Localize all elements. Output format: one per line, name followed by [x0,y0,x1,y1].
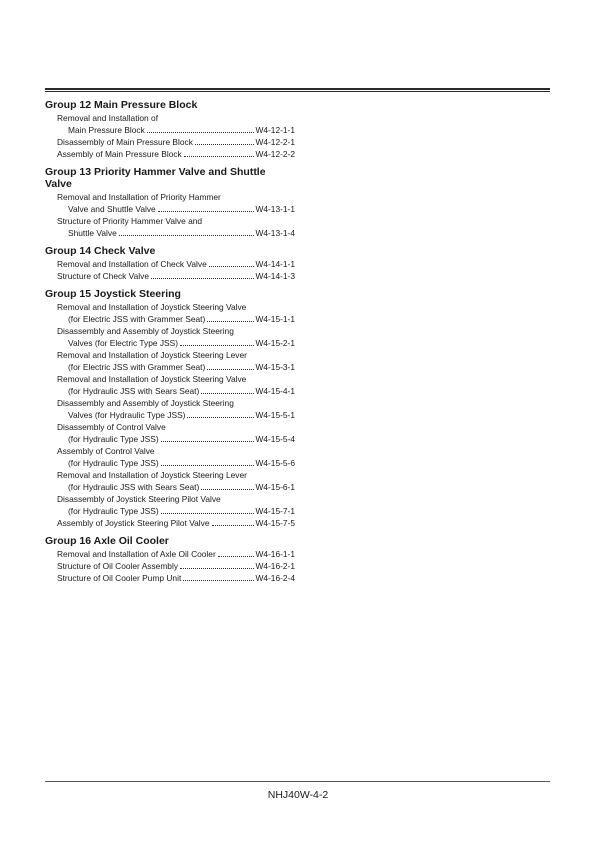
toc-group [45,99,295,160]
dot-leader [147,132,255,133]
toc-entry-line [45,397,295,409]
dot-leader [201,393,254,394]
entry-title: Removal and Installation of Priority Hammer [57,192,221,202]
dot-leader [151,278,254,279]
page-reference: W4-12-1-1 [255,125,295,135]
toc-entry[interactable] [45,325,295,349]
dot-leader [161,513,255,514]
dot-leader [183,580,254,581]
footer-rule [45,781,550,782]
group-title: Group 16 Axle Oil Cooler [45,535,169,547]
dot-leader [212,525,255,526]
page-reference: W4-15-6-1 [255,482,295,492]
toc-entry[interactable] [45,572,295,584]
toc-entry[interactable] [45,445,295,469]
page-reference: W4-12-2-2 [255,149,295,159]
dot-leader [201,489,254,490]
dot-leader [209,266,255,267]
entry-title: (for Hydraulic Type JSS) [68,434,159,444]
toc-entry-line [45,481,295,493]
toc-entry-line [45,409,295,421]
toc-entry-line [45,203,295,215]
entry-title: Removal and Installation of Joystick Steering Valve [57,302,247,312]
dot-leader [158,211,255,212]
dot-leader [161,441,255,442]
toc-entry-line [45,493,295,505]
entry-title: (for Electric JSS with Grammer Seat) [68,362,206,372]
entry-title: Assembly of Joystick Steering Pilot Valve [57,518,210,528]
dot-leader [195,144,255,145]
toc-entry-line [45,301,295,313]
toc-entry[interactable] [45,548,295,560]
toc-entry[interactable] [45,397,295,421]
table-of-contents [45,99,295,590]
page-reference: W4-15-1-1 [255,314,295,324]
dot-leader [207,321,254,322]
group-title: Group 12 Main Pressure Block [45,99,198,111]
toc-entry-line [45,136,295,148]
page-reference: W4-15-7-1 [255,506,295,516]
toc-entry-line [45,421,295,433]
toc-entry-line [45,337,295,349]
entry-title: Removal and Installation of Check Valve [57,259,207,269]
page-number: NHJ40W-4-2 [267,789,329,801]
entry-title: Assembly of Main Pressure Block [57,149,182,159]
toc-entry-line [45,148,295,160]
toc-entry[interactable] [45,148,295,160]
entry-title: Structure of Priority Hammer Valve and [57,216,203,226]
entry-title: Disassembly and Assembly of Joystick Steering [57,398,234,408]
toc-entry-line [45,457,295,469]
toc-entry-line [45,313,295,325]
toc-entry-line [45,270,295,282]
toc-group [45,288,295,529]
page-reference: W4-15-5-4 [255,434,295,444]
entry-title: Removal and Installation of Joystick Steering Valve [57,374,247,384]
toc-entry-line [45,445,295,457]
toc-entry[interactable] [45,136,295,148]
entry-title: Disassembly of Control Valve [57,422,166,432]
page-reference: W4-15-3-1 [255,362,295,372]
toc-entry[interactable] [45,560,295,572]
entry-title: Valves (for Electric Type JSS) [68,338,178,348]
page-reference: W4-15-2-1 [255,338,295,348]
dot-leader [180,345,254,346]
page-reference: W4-16-2-1 [255,561,295,571]
toc-entry[interactable] [45,373,295,397]
toc-entry-line [45,560,295,572]
toc-entry-line [45,227,295,239]
toc-entry[interactable] [45,517,295,529]
entry-title: Disassembly of Joystick Steering Pilot Valve [57,494,221,504]
toc-entry[interactable] [45,270,295,282]
toc-entry-line [45,112,295,124]
entry-title: Structure of Oil Cooler Assembly [57,561,179,571]
page-reference: W4-15-5-6 [255,458,295,468]
page-reference: W4-15-4-1 [255,386,295,396]
dot-leader [180,568,254,569]
header-rule-thick [45,88,550,90]
page-reference: W4-14-1-3 [255,271,295,281]
toc-entry-line [45,258,295,270]
dot-leader [161,465,255,466]
toc-entry[interactable] [45,493,295,517]
page-reference: W4-12-2-1 [255,137,295,147]
toc-entry-line [45,505,295,517]
dot-leader [119,235,255,236]
toc-entry-line [45,124,295,136]
entry-title: (for Hydraulic Type JSS) [68,458,159,468]
toc-entry-line [45,517,295,529]
page-reference: W4-15-5-1 [255,410,295,420]
entry-title: (for Hydraulic Type JSS) [68,506,159,516]
entry-title: Assembly of Control Valve [57,446,155,456]
page-reference: W4-13-1-4 [255,228,295,238]
entry-title: Removal and Installation of Joystick Steering Lever [57,470,247,480]
toc-entry-line [45,469,295,481]
toc-entry-line [45,349,295,361]
toc-entry[interactable] [45,112,295,136]
toc-entry-line [45,548,295,560]
header-rule-thin [45,91,550,92]
toc-group [45,166,295,239]
entry-title: Structure of Oil Cooler Pump Unit [57,573,182,583]
toc-entry-line [45,433,295,445]
group-title: Group 14 Check Valve [45,245,156,257]
entry-title: (for Hydraulic JSS with Sears Seat) [68,482,200,492]
page-reference: W4-15-7-5 [255,518,295,528]
entry-title: Structure of Check Valve [57,271,150,281]
toc-group [45,535,295,584]
toc-entry-line [45,191,295,203]
entry-title: Removal and Installation of Axle Oil Cooler [57,549,216,559]
entry-title: Disassembly of Main Pressure Block [57,137,193,147]
toc-entry-line [45,325,295,337]
entry-title: Removal and Installation of Joystick Steering Lever [57,350,247,360]
group-title: Group 13 Priority Hammer Valve and Shuttle Valve [45,166,266,190]
entry-title: Valves (for Hydraulic Type JSS) [68,410,186,420]
toc-entry-line [45,361,295,373]
toc-entry[interactable] [45,215,295,239]
entry-title: Shuttle Valve [68,228,117,238]
toc-entry[interactable] [45,258,295,270]
toc-entry[interactable] [45,469,295,493]
dot-leader [207,369,254,370]
toc-entry[interactable] [45,301,295,325]
entry-title: (for Hydraulic JSS with Sears Seat) [68,386,200,396]
page-reference: W4-14-1-1 [255,259,295,269]
toc-entry[interactable] [45,421,295,445]
page-reference: W4-16-1-1 [255,549,295,559]
entry-title: Valve and Shuttle Valve [68,204,156,214]
toc-entry-line [45,572,295,584]
page-reference: W4-16-2-4 [255,573,295,583]
dot-leader [187,417,254,418]
entry-title: Main Pressure Block [68,125,145,135]
entry-title: Removal and Installation of [57,113,159,123]
toc-entry[interactable] [45,191,295,215]
group-title: Group 15 Joystick Steering [45,288,181,300]
entry-title: Disassembly and Assembly of Joystick Steering [57,326,234,336]
entry-title: (for Electric JSS with Grammer Seat) [68,314,206,324]
toc-entry-line [45,385,295,397]
toc-group [45,245,295,282]
dot-leader [218,556,255,557]
dot-leader [184,156,255,157]
page-reference: W4-13-1-1 [255,204,295,214]
toc-entry-line [45,215,295,227]
toc-entry-line [45,373,295,385]
toc-entry[interactable] [45,349,295,373]
